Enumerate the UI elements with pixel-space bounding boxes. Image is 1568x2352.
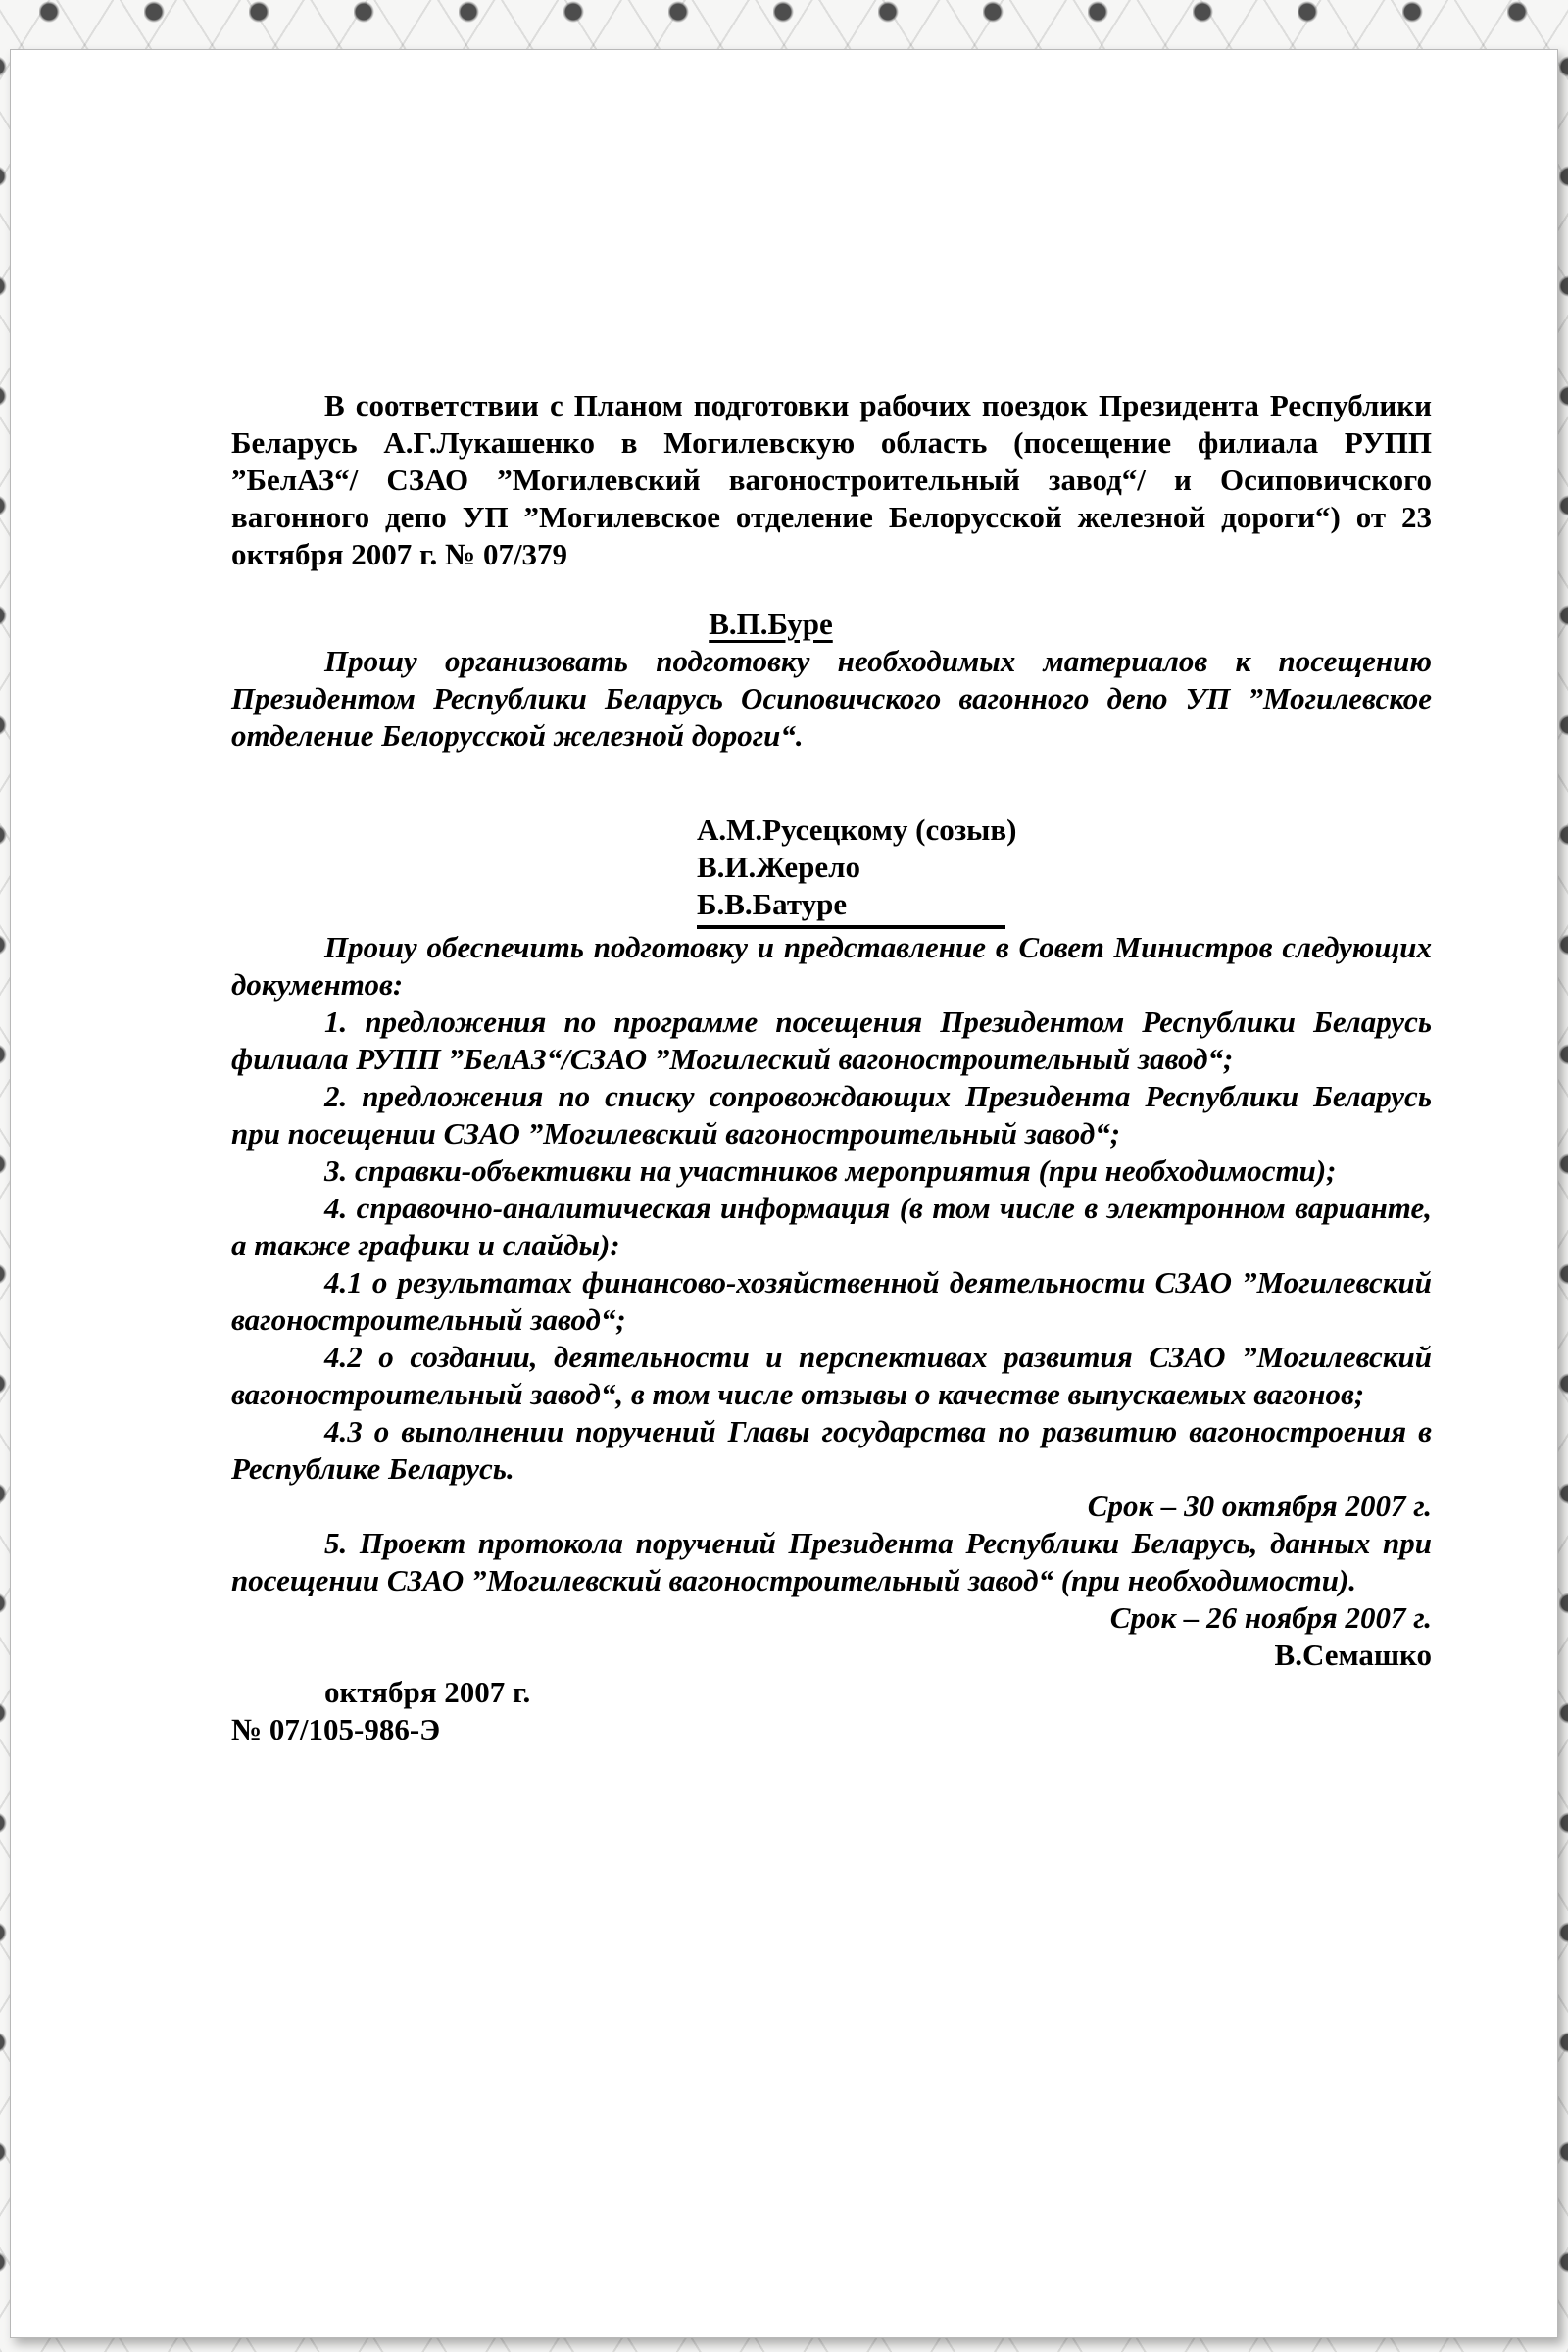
list-item-2: 2. предложения по списку сопровождающих Президента Республики Беларусь при посещении СЗАО ”Могилевский вагоностроительный завод“; <box>231 1079 1432 1151</box>
list-item-5: 5. Проект протокола поручений Президента Республики Беларусь, данных при посещении СЗАО ”Могилевский вагоностроительный завод“ (при необходимости). <box>231 1526 1432 1597</box>
recipient-name-bature: Б.В.Батуре <box>697 886 1005 929</box>
date-line: октября 2007 г. <box>324 1675 531 1709</box>
list-item-3: 3. справки-объективки на участников мероприятия (при необходимости); <box>324 1153 1337 1188</box>
intro-paragraph: В соответствии с Планом подготовки рабочих поездок Президента Республики Беларусь А.Г.Лукашенко в Могилевскую область (посещение филиала РУПП ”БелАЗ“/ СЗАО ”Могилевский вагоностроительный завод“/ и Осиповичского вагонного депо УП ”Могилевское отделение Белорусской железной дороги“) от 23 октября 2007 г. № 07/379 <box>231 388 1432 571</box>
addressee-row <box>231 606 1432 643</box>
document-content <box>11 50 1557 1748</box>
document-page <box>10 49 1558 2338</box>
list-item-4-2: 4.2 о создании, деятельности и перспективах развития СЗАО ”Могилевский вагоностроительный завод“, в том числе отзывы о качестве выпускаемых вагонов; <box>231 1340 1432 1411</box>
request-paragraph-2-intro: Прошу обеспечить подготовку и представление в Совет Министров следующих документов: <box>231 930 1432 1002</box>
recipient-name-zherelo: В.И.Жерело <box>697 850 861 884</box>
signature-name: В.Семашко <box>1274 1638 1432 1672</box>
list-item-4: 4. справочно-аналитическая информация (в том числе в электронном варианте, а также графики и слайды): <box>231 1191 1432 1262</box>
deadline-line-1: Срок – 30 октября 2007 г. <box>1087 1489 1432 1523</box>
reference-number: № 07/105-986-Э <box>231 1712 441 1746</box>
recipient-name-rusetsky: А.М.Русецкому (созыв) <box>697 812 1017 847</box>
list-item-4-1: 4.1 о результатах финансово-хозяйственной деятельности СЗАО ”Могилевский вагоностроительный завод“; <box>231 1265 1432 1337</box>
deadline-line-2: Срок – 26 ноября 2007 г. <box>1109 1600 1432 1635</box>
addressee-name: В.П.Буре <box>709 607 833 641</box>
recipients-block <box>697 811 1432 929</box>
list-item-1: 1. предложения по программе посещения Президентом Республики Беларусь филиала РУПП ”БелАЗ“/СЗАО ”Могилеский вагоностроительный завод“; <box>231 1004 1432 1076</box>
list-item-4-3: 4.3 о выполнении поручений Главы государства по развитию вагоностроения в Республике Беларусь. <box>231 1414 1432 1486</box>
request-paragraph-1: Прошу организовать подготовку необходимых материалов к посещению Президентом Республики Беларусь Осиповичского вагонного депо УП ”Могилевское отделение Белорусской железной дороги“. <box>231 644 1432 753</box>
